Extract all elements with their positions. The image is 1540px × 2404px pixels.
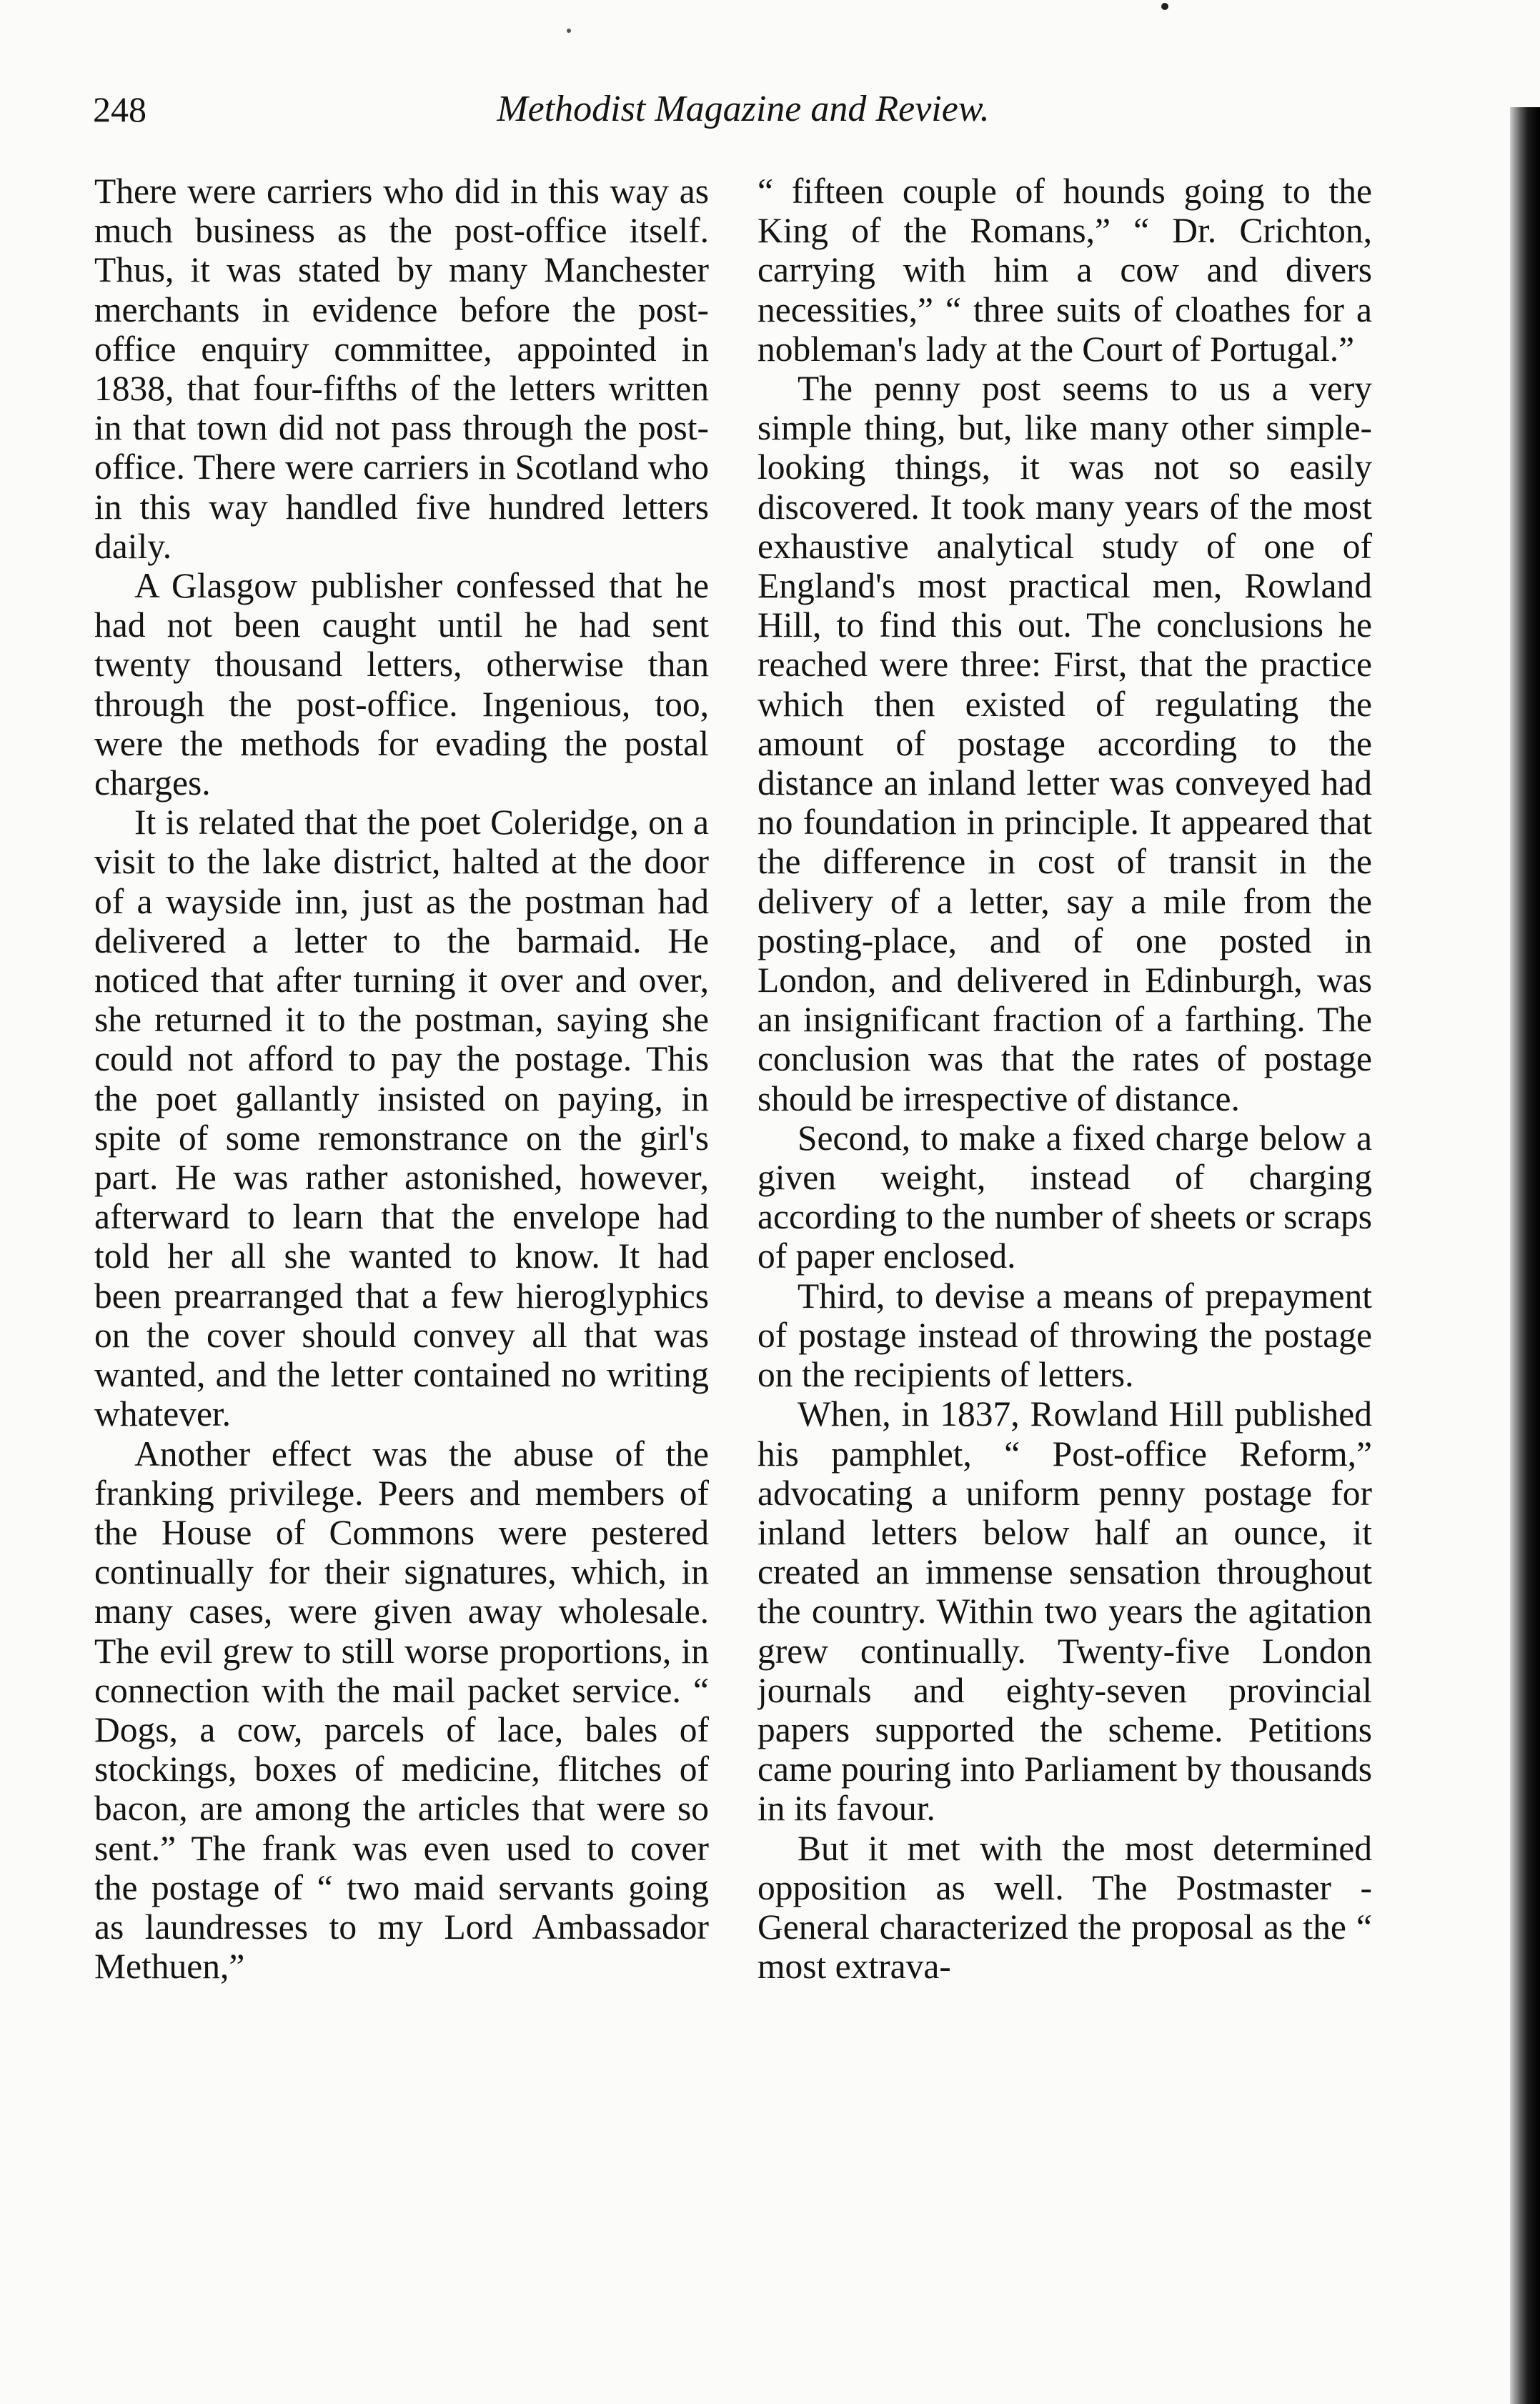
left-column: [94, 172, 709, 2373]
paragraph: A Glasgow publisher confessed that he had not been caught until he had sent twenty thousand letters, otherwise than through the post-office. Ingenious, too, were the methods for evading the postal charges.: [94, 566, 709, 803]
paragraph: It is related that the poet Coleridge, on a visit to the lake district, halted at the door of a wayside inn, just as the postman had delivered a letter to the barmaid. He noticed that after turning it over and over, she returned it to the postman, saying she could not afford to pay the postage. This the poet gallantly insisted on paying, in spite of some remonstrance on the girl's part. He was rather astonished, however, afterward to learn that the envelope had told her all she wanted to know. It had been prearranged that a few hieroglyphics on the cover should convey all that was wanted, and the letter contained no writing whatever.: [94, 803, 709, 1434]
journal-title: Methodist Magazine and Review.: [497, 89, 990, 129]
scan-speck: [1161, 3, 1168, 10]
paragraph: Third, to devise a means of prepayment of postage instead of throwing the postage on the recipients of letters.: [757, 1276, 1372, 1395]
scan-speck: [567, 29, 571, 33]
paragraph: “ fifteen couple of hounds going to the King of the Romans,” “ Dr. Crichton, carrying with him a cow and divers necessities,” “ three suits of cloathes for a nobleman's lady at the Court of Portugal.”: [757, 172, 1372, 369]
running-head: [93, 84, 1394, 134]
paragraph: Another effect was the abuse of the franking privilege. Peers and members of the House of Commons were pestered continually for their signatures, which, in many cases, were given away wholesale. The evil grew to still worse proportions, in connection with the mail packet service. “ Dogs, a cow, parcels of lace, bales of stockings, boxes of medicine, flitches of bacon, are among the articles that were so sent.” The frank was even used to cover the postage of “ two maid servants going as laundresses to my Lord Ambassador Methuen,”: [94, 1434, 709, 1987]
right-column: [757, 172, 1372, 2373]
paragraph: Second, to make a fixed charge below a given weight, instead of charging according to the number of sheets or scraps of paper enclosed.: [757, 1118, 1372, 1276]
page-number: 248: [93, 89, 146, 129]
paragraph: When, in 1837, Rowland Hill published his pamphlet, “ Post-office Reform,” advocating a uniform penny postage for inland letters below half an ounce, it created an immense sensation throughout the country. Within two years the agitation grew continually. Twenty-five London journals and eighty-seven provincial papers supported the scheme. Petitions came pouring into Parliament by thousands in its favour.: [757, 1394, 1372, 1829]
paragraph: The penny post seems to us a very simple thing, but, like many other simple-looking things, it was not so easily discovered. It took many years of the most exhaustive analytical study of one of England's most practical men, Rowland Hill, to find this out. The conclusions he reached were three: First, that the practice which then existed of regulating the amount of postage according to the distance an inland letter was conveyed had no foundation in principle. It appeared that the difference in cost of transit in the delivery of a letter, say a mile from the posting-place, and of one posted in London, and delivered in Edinburgh, was an insignificant fraction of a farthing. The conclusion was that the rates of postage should be irrespective of distance.: [757, 369, 1372, 1118]
page-binding-edge: [1510, 107, 1540, 2404]
paragraph: There were carriers who did in this way as much business as the post-office itself. Thus, it was stated by many Manchester merchants in evidence before the post-office enquiry committee, appointed in 1838, that four-fifths of the letters written in that town did not pass through the post-office. There were carriers in Scotland who in this way handled five hundred letters daily.: [94, 172, 709, 566]
paragraph: But it met with the most determined opposition as well. The Postmaster - General characterized the proposal as the “ most extrava-: [757, 1828, 1372, 1987]
